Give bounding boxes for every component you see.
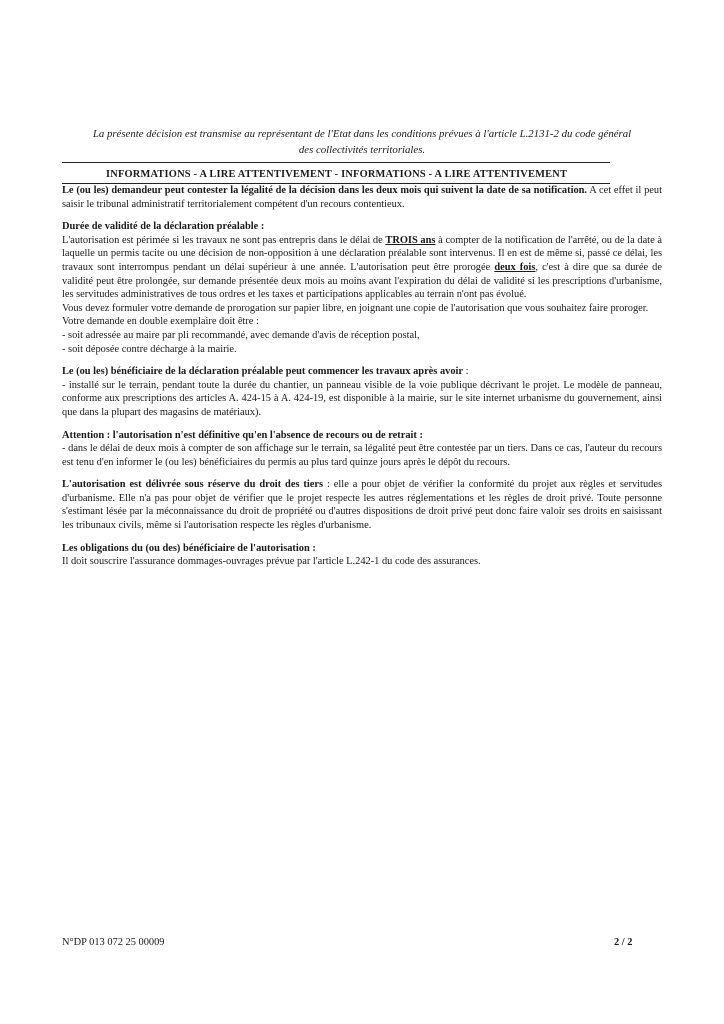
validity-paragraph — [62, 234, 662, 302]
start-works-paragraph: - installé sur le terrain, pendant toute la durée du chantier, un panneau visible de la voie publique décrivant le projet. Le modèle de panneau, conforme aux prescriptions des articles A. 424-15 à A. 424-19, est disponible à la mairie, sur le site internet urbanisme du gouvernement, ainsi que dans la plupart des magasins de matériaux). — [62, 379, 662, 418]
third-party-paragraph — [62, 478, 662, 532]
third-party-text: : elle a pour objet de vérifier la conformité du projet aux règles et servitudes d'urbanisme. Elle n'a pas pour objet de vérifier que le projet respecte les autres réglementations et les règles de droit privé. Toute personne s'estimant lésée par la méconnaissance du droit de propriété ou d'autres dispositions de droit privé peut donc faire valoir ses droits en saisissant les tribunaux civils, même si l'autorisation respecte les règles d'urbanisme. — [62, 479, 662, 532]
extension-option-mail: - soit adressée au maire par pli recommandé, avec demande d'avis de réception postal, — [62, 329, 420, 341]
information-content — [62, 184, 662, 578]
start-works-heading-line — [62, 365, 662, 379]
obligations-heading: Les obligations du (ou des) bénéficiaire de l'autorisation : — [62, 542, 316, 554]
start-works-heading-colon: : — [463, 366, 469, 378]
obligations-section — [62, 542, 662, 569]
attention-section — [62, 429, 662, 470]
transmission-notice-line-1: La présente décision est transmise au représentant de l'Etat dans les conditions prévues à l'article L.2131-2 du code général — [92, 128, 632, 140]
extension-option-deposit: - soit déposée contre décharge à la mairie. — [62, 343, 237, 355]
validity-duration: TROIS ans — [385, 234, 436, 246]
contest-heading: Le (ou les) demandeur peut contester la légalité de la décision dans les deux mois qui suivent la date de sa notification. — [62, 185, 588, 196]
contest-text: A cet effet il peut saisir le tribunal administratif territorialement compétent d'un recours contentieux. — [62, 185, 662, 210]
start-works-section — [62, 365, 662, 419]
validity-text-3: , c'est à dire que sa durée de validité peut être prolongée, sur demande présentée deux mois au moins avant l'expiration du délai de validité si les prescriptions d'urbanisme, les servitudes administratives de tous ordres et les taxes et participations applicables au terrain n'ont pas évolué. — [62, 261, 662, 301]
attention-paragraph: - dans le délai de deux mois à compter de son affichage sur le terrain, sa légalité peut être contestée par un tiers. Dans ce cas, l'auteur du recours est tenu d'en informer le (ou les) bénéficiaires du permis au plus tard quinze jours après le dépôt du recours. — [62, 443, 662, 468]
third-party-heading: L'autorisation est délivrée sous réserve du droit des tiers — [62, 479, 324, 491]
page-number: 2 / 2 — [614, 937, 633, 948]
information-banner: INFORMATIONS - A LIRE ATTENTIVEMENT - INFORMATIONS - A LIRE ATTENTIVEMENT — [106, 169, 568, 180]
validity-heading: Durée de validité de la déclaration préalable : — [62, 221, 265, 233]
contest-paragraph — [62, 184, 662, 211]
start-works-heading: Le (ou les) bénéficiaire de la déclaration préalable peut commencer les travaux après avoir — [62, 366, 464, 378]
obligations-paragraph: Il doit souscrire l'assurance dommages-ouvrages prévue par l'article L.242-1 du code des assurances. — [62, 556, 481, 568]
validity-extensions: deux fois — [494, 261, 536, 273]
banner-top-rule — [62, 162, 610, 163]
validity-section — [62, 220, 662, 356]
declaration-reference: N°DP 013 072 25 00009 — [62, 937, 165, 948]
validity-text-1: L'autorisation est périmée si les travaux ne sont pas entrepris dans le délai de — [62, 234, 386, 246]
transmission-notice-line-2: des collectivités territoriales. — [298, 144, 426, 156]
third-party-section — [62, 478, 662, 532]
transmission-notice — [62, 126, 662, 158]
contest-section — [62, 184, 662, 211]
validity-text-2: à compter de la notification de l'arrêté, ou de la date à laquelle un permis tacite ou une décision de non-opposition à une déclaration préalable sont intervenus. Il en est de même si, passé ce délai, les travaux sont interrompus pendant un délai supérieur à une année. L'autorisation peut être prorogée — [62, 234, 662, 273]
extension-request-paragraph: Vous devez formuler votre demande de prorogation sur papier libre, en joignant une copie de l'autorisation que vous souhaitez faire proroger. Votre demande en double exemplaire doit être : — [62, 302, 649, 328]
attention-heading: Attention : l'autorisation n'est définitive qu'en l'absence de recours ou de retrait : — [62, 429, 423, 441]
